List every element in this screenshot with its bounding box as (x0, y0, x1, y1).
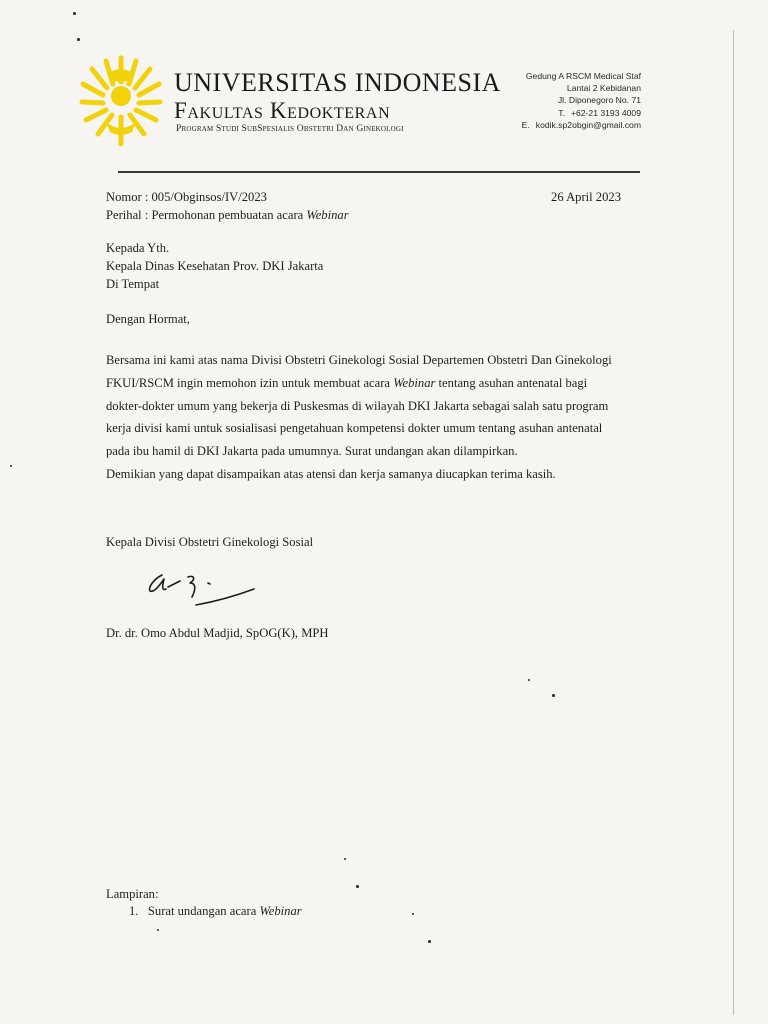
attachment-emphasis: Webinar (259, 904, 302, 918)
attachment-text: Surat undangan acara (147, 904, 260, 918)
recipient-line-3: Di Tempat (106, 277, 160, 291)
faculty-name: Fakultas Kedokteran (174, 98, 391, 123)
body-line (106, 372, 646, 395)
contact-block (421, 70, 641, 131)
body-text: FKUI/RSCM ingin memohon izin untuk membuat acara (106, 375, 394, 390)
scan-speck (412, 913, 414, 915)
email-label: E. (521, 119, 530, 130)
university-name: UNIVERSITAS INDONESIA (174, 68, 501, 97)
letterhead-divider (118, 171, 640, 173)
recipient-line-2: Kepala Dinas Kesehatan Prov. DKI Jakarta (106, 259, 324, 273)
address-line-1: Gedung A RSCM Medical Staf (525, 71, 641, 81)
signer-title: Kepala Divisi Obstetri Ginekologi Sosial (106, 535, 314, 549)
handwritten-signature (140, 565, 270, 615)
university-logo-icon (78, 52, 164, 148)
body-line: dokter-dokter umum yang bekerja di Puskesmas di wilayah DKI Jakarta sebagai salah satu program (106, 398, 609, 413)
body-line: pada ibu hamil di DKI Jakarta pada umumnya. Surat undangan akan dilampirkan. (106, 444, 518, 459)
scan-speck (157, 929, 159, 931)
body-text: tentang asuhan antenatal bagi (435, 375, 588, 390)
scan-speck (10, 465, 12, 467)
letter-subject (106, 208, 349, 223)
email-line (421, 119, 641, 131)
body-line: kerja divisi kami untuk sosialisasi pengetahuan kompetensi dokter umum tentang asuhan antenatal (106, 421, 603, 436)
body-emphasis: Webinar (393, 375, 436, 390)
scan-speck (356, 885, 359, 888)
scan-speck (528, 679, 530, 681)
scan-speck (428, 940, 431, 943)
phone-number: +62-21 3193 4009 (570, 107, 641, 118)
email-address: kodik.sp2obgin@gmail.com (535, 119, 641, 130)
scan-speck (73, 12, 76, 15)
scan-edge-line (733, 30, 734, 1015)
program-name: Program Studi SubSpesialis Obstetri Dan Ginekologi (176, 124, 404, 134)
letter-body (106, 349, 646, 486)
subject-emphasis: Webinar (306, 208, 349, 222)
phone-label: T. (558, 107, 565, 118)
recipient-line-1: Kepada Yth. (106, 241, 170, 255)
signer-name: Dr. dr. Omo Abdul Madjid, SpOG(K), MPH (106, 626, 329, 640)
subject-text: Perihal : Permohonan pembuatan acara (106, 208, 307, 222)
body-line: Bersama ini kami atas nama Divisi Obstetri Ginekologi Sosial Departemen Obstetri Dan Ginekologi (106, 353, 612, 367)
attachment-heading: Lampiran: (106, 887, 159, 901)
address-line-2: Lantai 2 Kebidanan (566, 83, 641, 94)
salutation: Dengan Hormat, (106, 312, 190, 326)
attachment-number: 1. (129, 904, 139, 918)
scan-speck (344, 858, 346, 860)
letter-number: Nomor : 005/Obginsos/IV/2023 (106, 190, 267, 204)
scan-speck (552, 694, 555, 697)
letter-date: 26 April 2023 (551, 190, 621, 204)
attachment-item (129, 904, 302, 919)
body-line: Demikian yang dapat disampaikan atas atensi dan kerja samanya diucapkan terima kasih. (106, 466, 556, 481)
scan-speck (77, 38, 80, 41)
address-line-3: Jl. Diponegoro No. 71 (557, 95, 641, 106)
phone-line (421, 107, 641, 119)
